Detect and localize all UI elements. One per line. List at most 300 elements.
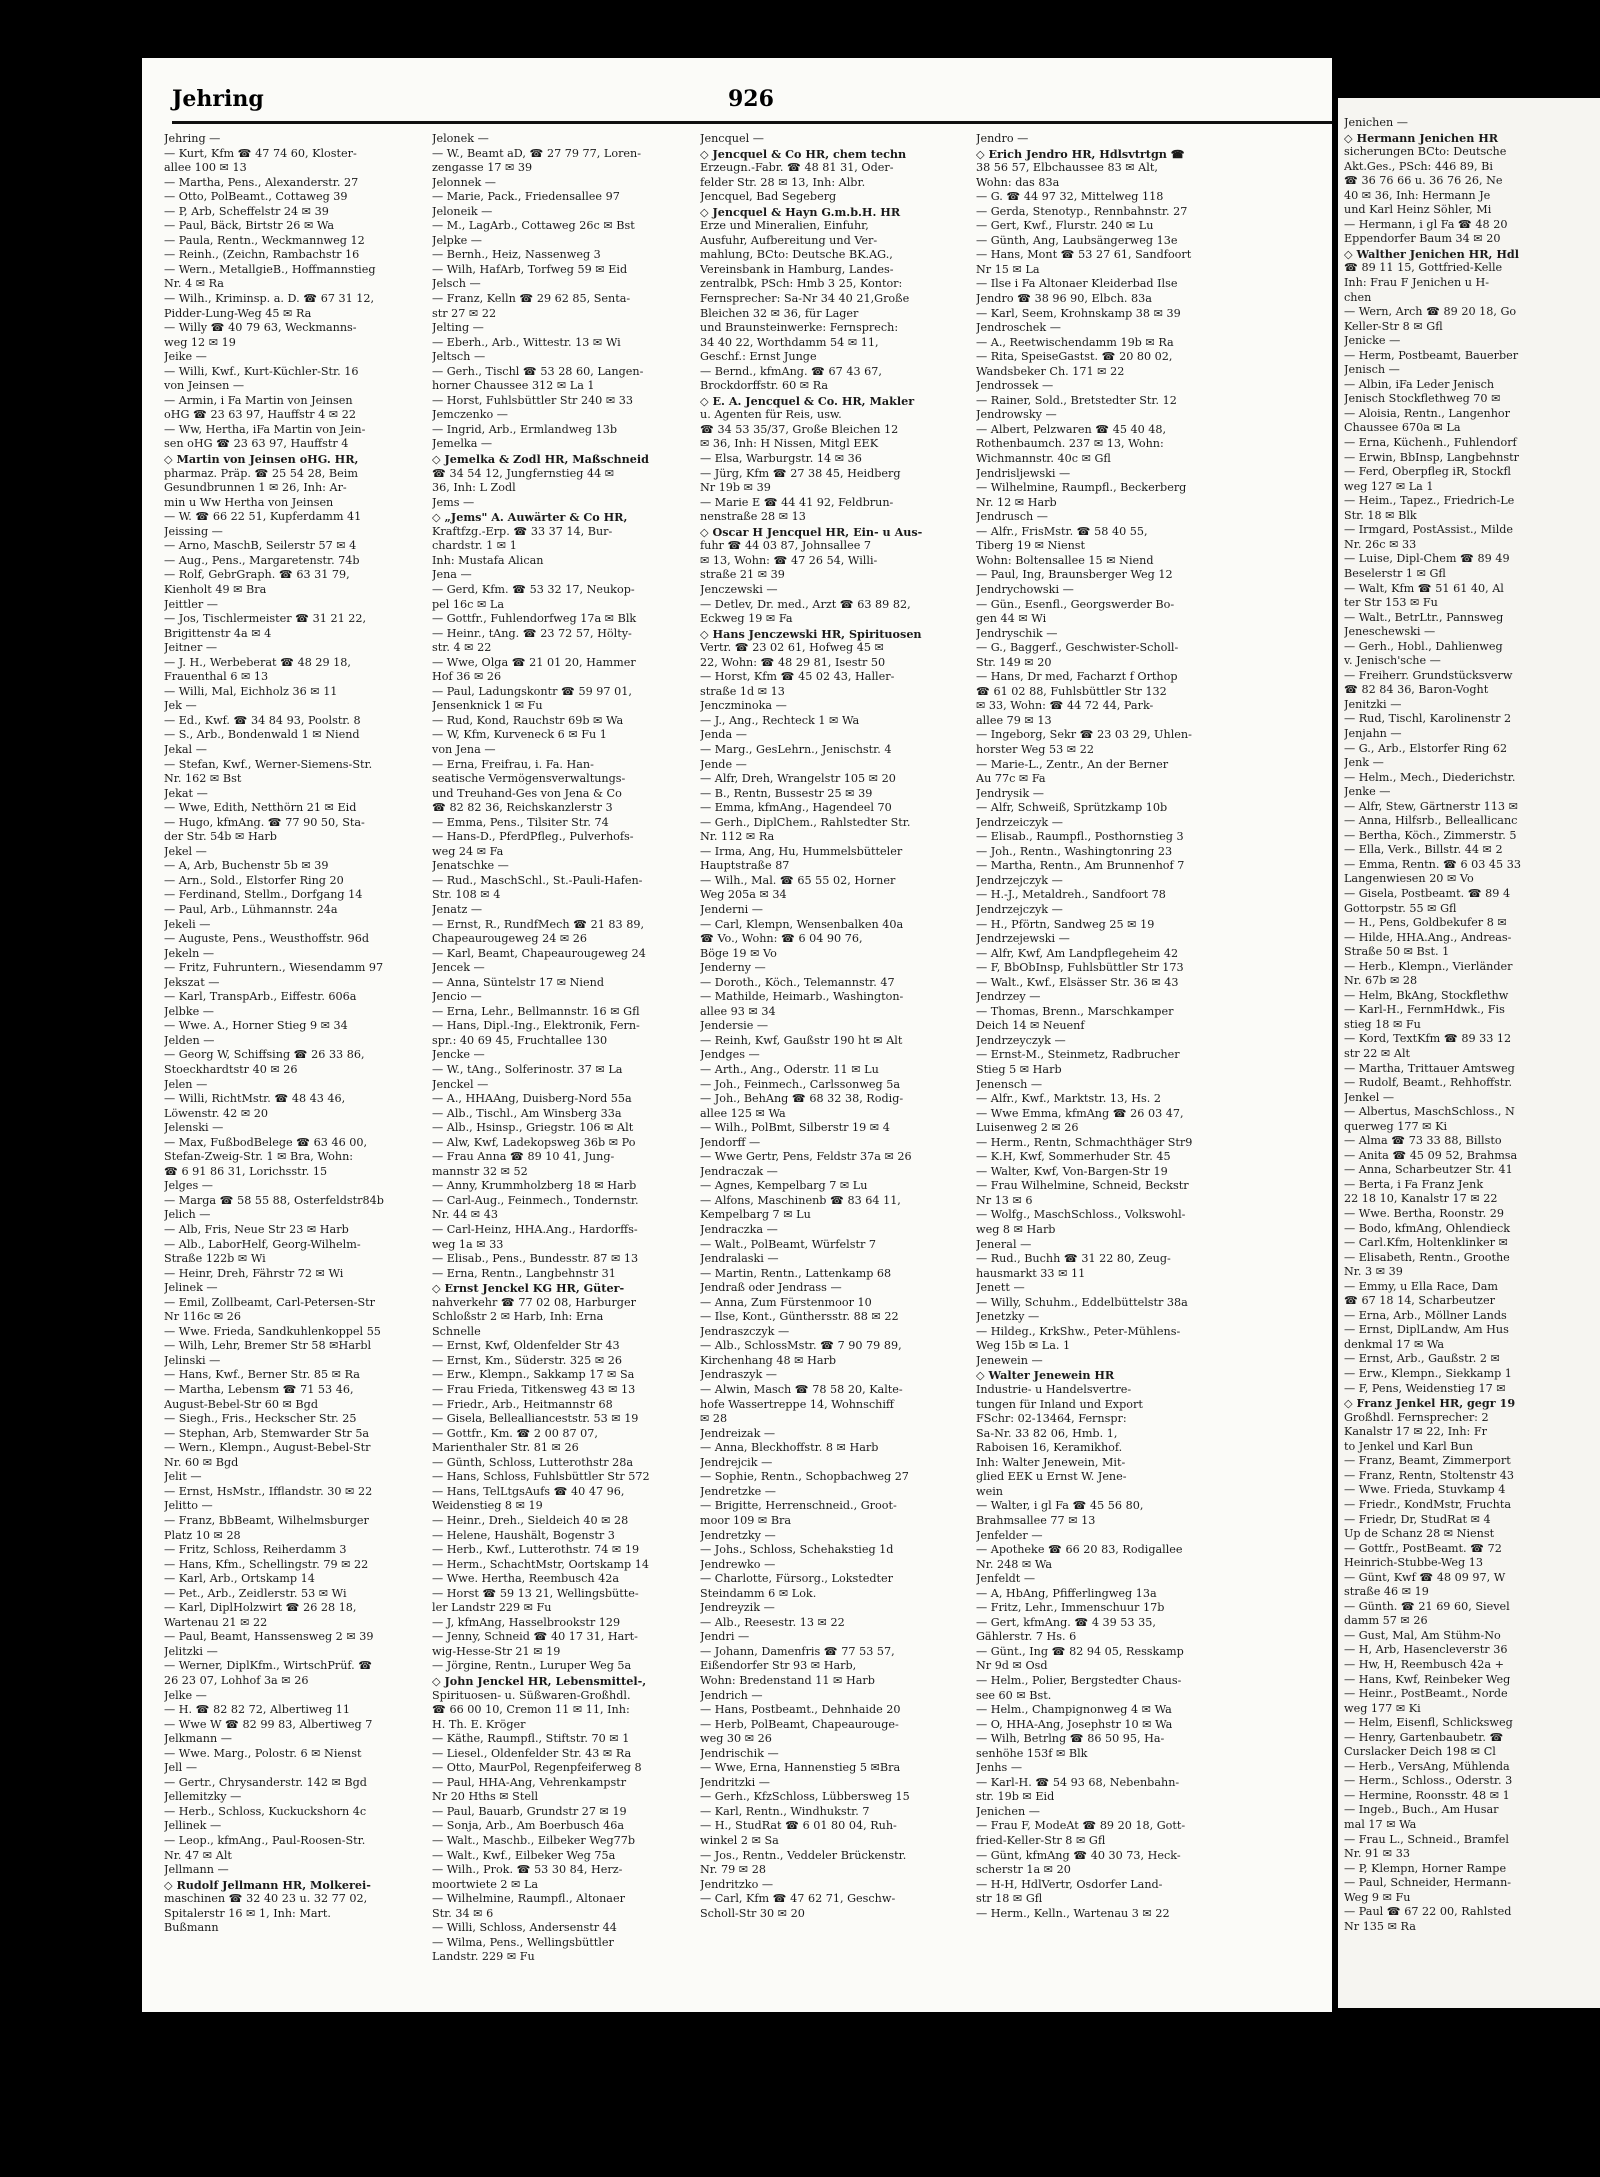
entry-line: — J, kfmAng, Hasselbrookstr 129 [432,1615,621,1629]
entry-line: — Herm., Schloss., Oderstr. 3 [1344,1774,1513,1788]
entry-line: — Alb., SchlossMstr. ☎ 7 90 79 89, [700,1339,902,1353]
entry-line: — Albin, iFa Leder Jenisch [1344,377,1495,391]
entry-line: — W., tAng., Solferinostr. 37 ✉ La [432,1063,623,1076]
entry-line: — Carl-Heinz, HHA.Ang., Hardorffs- [432,1223,638,1237]
entry-line: — Wwe. Frieda, Stuvkamp 4 [1344,1483,1506,1497]
entry-line: — Bernd., kfmAng. ☎ 67 43 67, [700,364,882,378]
entry-line: — Herm., Rentn, Schmachthäger Str9 [976,1135,1193,1149]
entry-line: ◇ Jemelka & Zodl HR, Maßschneid [432,452,649,467]
entry-line: — Walt., PolBeamt, Würfelstr 7 [700,1237,876,1251]
entry-line: — Frau Frieda, Titkensweg 43 ✉ 13 [432,1383,636,1397]
entry-line: ☎ 82 84 36, Baron-Voght [1344,683,1489,697]
entry-line: Jeittler — [164,597,218,611]
entry-line: Str. 34 ✉ 6 [432,1906,494,1920]
entry-line: Nr. 67b ✉ 28 [1344,974,1418,988]
entry-line: Bleichen 32 ✉ 36, für Lager [700,306,859,320]
entry-line: ◇ Rudolf Jellmann HR, Molkerei- [164,1877,371,1892]
entry-line: — Johann, Damenfris ☎ 77 53 57, [700,1644,895,1658]
entry-line: Jendryschik — [976,626,1058,640]
entry-line: spr.: 40 69 45, Fruchtallee 130 [432,1033,608,1047]
entry-line: — Sophie, Rentn., Schopbachweg 27 [700,1470,909,1484]
entry-line: ☎ 61 02 88, Fuhlsbüttler Str 132 [976,684,1167,698]
entry-line: — Erna, Freifrau, i. Fa. Han- [432,757,594,771]
entry-line: — Ella, Verk., Billstr. 44 ✉ 2 [1344,843,1503,857]
entry-line: Nr. 91 ✉ 33 [1344,1847,1410,1861]
entry-line: — P, Klempn, Horner Rampe [1344,1861,1507,1875]
entry-line: — Liesel., Oldenfelder Str. 43 ✉ Ra [432,1746,632,1760]
entry-line: Frauenthal 6 ✉ 13 [164,670,269,684]
entry-line: Nr 19b ✉ 39 [700,481,771,495]
entry-line: — Herb, PolBeamt, Chapeaurouge- [700,1717,899,1731]
entry-line: — Gerh., DiplChem., Rahlstedter Str. [700,815,911,829]
entry-line: Ausfuhr, Aufbereitung und Ver- [700,233,878,247]
entry-line: — Wilh., PolBmt, Silberstr 19 ✉ 4 [700,1121,890,1135]
entry-line: — Käthe, Raumpfl., Stiftstr. 70 ✉ 1 [432,1732,630,1746]
entry-line: Vertr. ☎ 23 02 61, Hofweg 45 ✉ [700,641,884,655]
entry-line: ◇ Oscar H Jencquel HR, Ein- u Aus- [700,524,923,539]
entry-line: Jendraß oder Jendrass — [700,1281,842,1295]
entry-line: Nr 9d ✉ Osd [976,1659,1048,1673]
entry-line: — Albertus, MaschSchloss., N [1344,1105,1515,1119]
entry-line: Au 77c ✉ Fa [976,772,1046,786]
entry-line: — Karl, Beamt, Chapeaurougeweg 24 [432,946,646,960]
entry-line: — Agnes, Kempelbarg 7 ✉ Lu [700,1179,868,1193]
entry-line: — K.H, Kwf, Sommerhuder Str. 45 [976,1150,1171,1164]
entry-line: — W., Beamt aD, ☎ 27 79 77, Loren- [432,146,642,160]
entry-line: — Herm., Kelln., Wartenau 3 ✉ 22 [976,1906,1170,1920]
entry-line: — Alb, Fris, Neue Str 23 ✉ Harb [164,1223,349,1237]
entry-line: — Elsa, Warburgstr. 14 ✉ 36 [700,452,862,466]
entry-line: ler Landstr 229 ✉ Fu [432,1601,552,1615]
entry-line: allee 79 ✉ 13 [976,713,1052,727]
entry-line: ☎ 36 76 66 u. 36 76 26, Ne [1344,174,1503,188]
entry-line: — Walt, Kfm ☎ 51 61 40, Al [1344,581,1504,595]
entry-line: Jendro — [976,132,1029,145]
entry-line: — Arn., Sold., Elstorfer Ring 20 [164,873,344,887]
entry-line: nenstraße 28 ✉ 13 [700,510,806,524]
entry-line: — Hilde, HHA.Ang., Andreas- [1344,930,1512,944]
entry-line: — Hw, H, Reembusch 42a + [1344,1657,1504,1671]
entry-line: weg 12 ✉ 19 [164,335,236,349]
entry-line: Chapeaurougeweg 24 ✉ 26 [432,932,588,946]
entry-line: Wohn: das 83a [976,175,1060,189]
entry-line: — Martha, Pens., Alexanderstr. 27 [164,175,359,189]
entry-line: — Gottfr., PostBeamt. ☎ 72 [1344,1541,1502,1555]
entry-line: Nr. 12 ✉ Harb [976,495,1057,509]
entry-line: — Sonja, Arb., Am Boerbusch 46a [432,1819,625,1833]
entry-line: weg 1a ✉ 33 [432,1237,504,1251]
entry-line: — Armin, i Fa Martin von Jeinsen [164,393,353,407]
entry-line: — Alw, Kwf, Ladekopsweg 36b ✉ Po [432,1135,636,1149]
entry-line: Jekal — [164,742,207,756]
entry-line: — Jenny, Schneid ☎ 40 17 31, Hart- [432,1630,638,1644]
entry-line: — Kurt, Kfm ☎ 47 74 60, Kloster- [164,146,357,160]
entry-line: Wartenau 21 ✉ 22 [164,1615,268,1629]
entry-line: — Fritz, Lehr., Immenschuur 17b [976,1601,1165,1615]
entry-line: — Alwin, Masch ☎ 78 58 20, Kalte- [700,1383,903,1397]
entry-line: allee 93 ✉ 34 [700,1004,776,1018]
entry-line: — W, Kfm, Kurveneck 6 ✉ Fu 1 [432,728,607,742]
entry-line: — Willy ☎ 40 79 63, Weckmanns- [164,321,357,335]
entry-line: — Fritz, Schloss, Reiherdamm 3 [164,1543,347,1557]
entry-line: to Jenkel und Karl Bun [1344,1439,1473,1453]
entry-line: Jensenknick 1 ✉ Fu [432,699,543,713]
entry-line: Jek — [164,699,197,713]
entry-line: Jeitner — [164,641,218,655]
entry-line: — Erna, Rentn., Langbehnstr 31 [432,1266,616,1280]
entry-line: — Wilma, Pens., Wellingsbüttler [432,1935,614,1949]
entry-line: — Ingeb., Buch., Am Husar [1344,1803,1499,1817]
entry-line: — Heinr., tAng. ☎ 23 72 57, Hölty- [432,626,632,640]
entry-line: Jendersie — [700,1019,769,1033]
entry-line: Luisenweg 2 ✉ 26 [976,1121,1079,1135]
entry-line: Erzeugn.-Fabr. ☎ 48 81 31, Oder- [700,161,894,175]
entry-line: — Helm, BkAng, Stockflethw [1344,988,1509,1002]
entry-line: — H, Arb, Hasencleverstr 36 [1344,1643,1508,1657]
header-rule [172,121,1332,124]
entry-line: Jendges — [700,1048,760,1062]
entry-line: — Otto, MaurPol, Regenpfeiferweg 8 [432,1761,642,1775]
entry-line: Jenicke — [1344,334,1401,348]
entry-line: weg 177 ✉ Ki [1344,1701,1421,1715]
entry-line: Straße 122b ✉ Wi [164,1252,266,1266]
entry-line: Weg 9 ✉ Fu [1344,1890,1411,1904]
entry-line: Platz 10 ✉ 28 [164,1528,241,1542]
entry-line: Jelkmann — [164,1732,232,1746]
entry-line: Nr. 3 ✉ 39 [1344,1265,1403,1279]
directory-page [142,58,1332,2012]
entry-line: — G. ☎ 44 97 32, Mittelweg 118 [976,190,1164,204]
entry-line: ◇ Hans Jenczewski HR, Spirituosen [700,626,922,641]
entry-line: Jekel — [164,844,207,858]
entry-line: — M., LagArb., Cottaweg 26c ✉ Bst [432,219,635,233]
entry-line: — Max, FußbodBelege ☎ 63 46 00, [164,1135,368,1149]
entry-line: Jenichen — [976,1804,1040,1818]
entry-line: Jenisch Stockflethweg 70 ✉ [1344,392,1501,406]
entry-line: Tiberg 19 ✉ Nienst [976,539,1086,553]
entry-line: Jenderni — [700,902,763,916]
entry-line: Jencquel, Bad Segeberg [700,190,837,204]
entry-line: hausmarkt 33 ✉ 11 [976,1266,1086,1280]
entry-line: — Eberh., Arb., Wittestr. 13 ✉ Wi [432,335,621,349]
entry-line: — Hermann, i gl Fa ☎ 48 20 [1344,217,1508,231]
entry-line: Nr 135 ✉ Ra [1344,1919,1416,1933]
entry-line: — Franz, Rentn, Stoltenstr 43 [1344,1468,1514,1482]
entry-line: Weidenstieg 8 ✉ 19 [432,1499,543,1513]
entry-line: — Willy, Schuhm., Eddelbüttelstr 38a [976,1295,1188,1309]
entry-line: Jell — [164,1761,198,1775]
entry-line: — Frau F, ModeAt ☎ 89 20 18, Gott- [976,1819,1186,1833]
entry-line: — Wwe, Edith, Netthörn 21 ✉ Eid [164,801,357,815]
entry-line: Jeneschewski — [1344,625,1436,639]
entry-line: Gesundbrunnen 1 ✉ 26, Inh: Ar- [164,481,347,495]
entry-line: Jelitto — [164,1499,213,1513]
entry-line: Jenke — [1344,785,1391,799]
entry-line: hofe Wassertreppe 14, Wohnschiff [700,1397,894,1411]
entry-line: Löwenstr. 42 ✉ 20 [164,1106,268,1120]
entry-line: Böge 19 ✉ Vo [700,946,777,960]
entry-line: allee 125 ✉ Wa [700,1106,786,1120]
entry-line: — Ernst, Km., Süderstr. 325 ✉ 26 [432,1353,622,1367]
entry-line: Jellemitzky — [164,1790,242,1804]
entry-line: ◇ Walter Jenewein HR [976,1368,1115,1383]
entry-line: ◇ John Jenckel HR, Lebensmittel-, [432,1673,647,1688]
entry-line: fried-Keller-Str 8 ✉ Gfl [976,1833,1106,1847]
entry-line: — Carl.Kfm, Holtenklinker ✉ [1344,1236,1508,1250]
entry-line: — Herm., SchachtMstr, Oortskamp 14 [432,1557,649,1571]
entry-line: Jenk — [1344,756,1384,770]
entry-line: zentralbk, PSch: Hmb 3 25, Kontor: [700,277,903,291]
entry-line: Jelich — [164,1208,211,1222]
entry-line: — Gerda, Stenotyp., Rennbahnstr. 27 [976,204,1188,218]
entry-line: — Anny, Krummholzberg 18 ✉ Harb [432,1179,637,1193]
entry-line: — Karl-H. ☎ 54 93 68, Nebenbahn- [976,1775,1180,1789]
entry-line: — Erwin, BbInsp, Langbehnstr [1344,450,1519,464]
entry-line: — Franz, BbBeamt, Wilhelmsburger [164,1513,369,1527]
entry-line: chardstr. 1 ✉ 1 [432,539,517,553]
entry-line: Jende — [700,757,747,771]
entry-line: — Gert, Kwf., Flurstr. 240 ✉ Lu [976,219,1154,233]
entry-line: ☎ 89 11 15, Gottfried-Kelle [1344,261,1503,275]
entry-line: Stieg 5 ✉ Harb [976,1063,1062,1076]
entry-line: Jendrossek — [976,379,1054,393]
entry-line: — Henry, Gartenbaubetr. ☎ [1344,1730,1504,1744]
entry-line: Jeloneik — [432,204,493,218]
entry-line: — Gottfr., Fuhlendorfweg 17a ✉ Blk [432,612,637,626]
entry-line: Schloßstr 2 ✉ Harb, Inh: Erna [432,1310,604,1324]
entry-line: — Carl, Klempn, Wensenbalken 40a [700,917,904,931]
entry-line: — O, HHA-Ang, Josephstr 10 ✉ Wa [976,1717,1173,1731]
entry-line: wig-Hesse-Str 21 ✉ 19 [432,1644,561,1658]
entry-line: 22, Wohn: ☎ 48 29 81, Isestr 50 [700,655,886,669]
entry-line: Jendrzejczyk — [976,873,1063,887]
entry-line: 34 40 22, Worthdamm 54 ✉ 11, [700,335,879,349]
entry-line: Jenisch — [1344,363,1400,377]
entry-line: — Herb., Klempn., Vierländer [1344,959,1513,973]
entry-line: — Ernst-M., Steinmetz, Radbrucher [976,1048,1180,1062]
entry-line: Jendreyzik — [700,1601,775,1615]
entry-line: Jelonnek — [432,175,496,189]
entry-line: ☎ Vo., Wohn: ☎ 6 04 90 76, [700,932,863,946]
entry-line: Jenett — [976,1281,1025,1295]
entry-line: — Herb., VersAng, Mühlenda [1344,1759,1510,1773]
column-1 [164,132,418,1936]
entry-line: — Kord, TextKfm ☎ 89 33 12 [1344,1032,1512,1046]
entry-line: Großhdl. Fernsprecher: 2 [1344,1410,1489,1424]
entry-line: — A, HbAng, Pfifferlingweg 13a [976,1586,1157,1600]
entry-line: winkel 2 ✉ Sa [700,1833,779,1847]
entry-line: — F, Pens, Weidenstieg 17 ✉ [1344,1381,1506,1395]
entry-line: — H. ☎ 82 82 72, Albertiweg 11 [164,1703,351,1717]
entry-line: — Karl, Seem, Krohnskamp 38 ✉ 39 [976,306,1181,320]
entry-line: — Wwe, Olga ☎ 21 01 20, Hammer [432,655,636,669]
entry-line: — Gust, Mal, Am Stühm-No [1344,1628,1501,1642]
entry-line: ✉ 13, Wohn: ☎ 47 26 54, Willi- [700,553,878,567]
entry-line: Nr 20 Hths ✉ Stell [432,1790,539,1804]
entry-line: Landstr. 229 ✉ Fu [432,1950,535,1964]
entry-line: horner Chaussee 312 ✉ La 1 [432,379,595,393]
entry-line: — Emma, kfmAng., Hagendeel 70 [700,801,892,815]
entry-line: querweg 177 ✉ Ki [1344,1119,1448,1133]
entry-line: — Martin, Rentn., Lattenkamp 68 [700,1266,892,1280]
entry-line: — Jos., Rentn., Veddeler Brückenstr. [700,1848,907,1862]
entry-line: — Anita ☎ 45 09 52, Brahmsa [1344,1148,1518,1162]
facing-page-fragment [1338,98,1600,2008]
entry-line: — Ilse, Kont., Günthersstr. 88 ✉ 22 [700,1310,899,1324]
entry-line: Pidder-Lung-Weg 45 ✉ Ra [164,306,312,320]
entry-line: str. 19b ✉ Eid [976,1790,1055,1804]
entry-line: — Gertr., Chrysanderstr. 142 ✉ Bgd [164,1775,367,1789]
entry-line: — Otto, PolBeamt., Cottaweg 39 [164,190,348,204]
entry-line: — Paul ☎ 67 22 00, Rahlsted [1344,1905,1512,1919]
entry-line: Jencek — [432,961,485,975]
entry-line: — F, BbObInsp, Fuhlsbüttler Str 173 [976,961,1184,975]
entry-line: Brahmsallee 77 ✉ 13 [976,1513,1096,1527]
entry-line: Jendrzejewski — [976,932,1070,946]
entry-line: Jemelka — [432,437,493,451]
entry-line: — Gerh., Hobl., Dahlienweg [1344,639,1503,653]
entry-line: str 18 ✉ Gfl [976,1892,1043,1906]
entry-line: stieg 18 ✉ Fu [1344,1017,1421,1031]
entry-line: — Bertha, Köch., Zimmerstr. 5 [1344,828,1517,842]
entry-line: — H., Pförtn, Sandweg 25 ✉ 19 [976,917,1155,931]
entry-line: ◇ Ernst Jenckel KG HR, Güter- [432,1281,625,1296]
entry-line: von Jena — [432,742,496,756]
entry-line: Jelke — [164,1688,207,1702]
entry-line: — Brigitte, Herrenschneid., Groot- [700,1499,897,1513]
entry-line: Inh: Walter Jenewein, Mit- [976,1455,1126,1469]
entry-line: ✉ 36, Inh: H Nissen, Mitgl EEK [700,437,879,451]
entry-line: — Wern., Klempn., August-Bebel-Str [164,1441,371,1455]
entry-line: Jemczenko — [432,408,508,422]
entry-line: — Wolfg., MaschSchloss., Volkswohl- [976,1208,1186,1222]
entry-line: Jendrzeyczyk — [976,1033,1066,1047]
entry-line: Nr. 79 ✉ 28 [700,1863,766,1877]
entry-line: — Pet., Arb., Zeidlerstr. 53 ✉ Wi [164,1586,347,1600]
entry-line: ◇ Jencquel & Co HR, chem techn [700,146,907,161]
entry-line: Jenczminoka — [700,699,787,713]
entry-line: str. 4 ✉ 22 [432,641,492,655]
entry-line: weg 8 ✉ Harb [976,1223,1056,1237]
entry-line: — Karl, DiplHolzwirt ☎ 26 28 18, [164,1601,357,1615]
entry-line: — Wilh, Betrlng ☎ 86 50 95, Ha- [976,1732,1165,1746]
entry-line: — Paula, Rentn., Weckmannweg 12 [164,233,365,247]
entry-line: — Erw., Klempn., Siekkamp 1 [1344,1367,1512,1381]
entry-line: — Wilhelmine, Raumpfl., Beckerberg [976,481,1187,495]
entry-line: Scholl-Str 30 ✉ 20 [700,1906,805,1920]
entry-line: Nr. 26c ✉ 33 [1344,537,1417,551]
entry-line: — J. H., Werbeberat ☎ 48 29 18, [164,655,351,669]
entry-line: Jenjahn — [1344,726,1402,740]
entry-line: und Treuhand-Ges von Jena & Co [432,786,622,800]
entry-line: Stoeckhardtstr 40 ✉ 26 [164,1063,298,1076]
entry-line: — W. ☎ 66 22 51, Kupferdamm 41 [164,510,362,524]
entry-line: — Rolf, GebrGraph. ☎ 63 31 79, [164,568,350,582]
entry-line: — Hans, Dipl.-Ing., Elektronik, Fern- [432,1019,640,1033]
entry-line: — Willi, RichtMstr. ☎ 48 43 46, [164,1092,346,1106]
entry-line: — Anna, Süntelstr 17 ✉ Niend [432,975,605,989]
entry-line: Jendrowsky — [976,408,1057,422]
entry-line: Jenatschke — [432,859,509,873]
entry-line: Chaussee 670a ✉ La [1344,421,1461,435]
entry-line: — H., Pens, Goldbekufer 8 ✉ [1344,916,1507,930]
entry-line: gen 44 ✉ Wi [976,612,1047,626]
entry-line: Jendritzko — [700,1877,774,1891]
entry-line: Nr 116c ✉ 26 [164,1310,242,1324]
entry-line: — Carl, Kfm ☎ 47 62 71, Geschw- [700,1892,896,1906]
entry-line: — Heinr, Dreh, Fährstr 72 ✉ Wi [164,1266,344,1280]
entry-line: — Georg W, Schiffsing ☎ 26 33 86, [164,1048,365,1062]
entry-line: Schnelle [432,1324,481,1338]
entry-line: — Marie, Pack., Friedensallee 97 [432,190,620,204]
entry-line: Jenczewski — [700,582,778,596]
entry-line: Jelbke — [164,1004,214,1018]
entry-line: ◇ Jencquel & Hayn G.m.b.H. HR [700,204,901,219]
entry-line: — Detlev, Dr. med., Arzt ☎ 63 89 82, [700,597,911,611]
entry-line: Jendrusch — [976,510,1048,524]
entry-line: — Emma, Rentn. ☎ 6 03 45 33 [1344,857,1521,871]
entry-line: — Günt, kfmAng ☎ 40 30 73, Heck- [976,1848,1181,1862]
entry-line: — Wwe W ☎ 82 99 83, Albertiweg 7 [164,1717,373,1731]
entry-line: Jendrychowski — [976,582,1074,596]
entry-line: horster Weg 53 ✉ 22 [976,742,1094,756]
entry-line: Jendralaski — [700,1252,779,1266]
entry-line: — A., HHAAng, Duisberg-Nord 55a [432,1092,632,1106]
entry-line: — Charlotte, Fürsorg., Lokstedter [700,1572,893,1586]
entry-line: — Friedr., KondMstr, Fruchta [1344,1497,1512,1511]
entry-line: — Anna, Scharbeutzer Str. 41 [1344,1163,1513,1177]
entry-line: straße 21 ✉ 39 [700,568,785,582]
entry-line: — Ingrid, Arb., Ermlandweg 13b [432,422,618,436]
entry-line: — Martha, Lebensm ☎ 71 53 46, [164,1383,354,1397]
entry-line: Bußmann [164,1921,219,1935]
entry-line: ✉ 33, Wohn: ☎ 44 72 44, Park- [976,699,1154,713]
entry-line: — Wilh, HafArb, Torfweg 59 ✉ Eid [432,262,628,276]
entry-line: — Irmgard, PostAssist., Milde [1344,523,1514,537]
entry-line: — Alb., Tischl., Am Winsberg 33a [432,1106,622,1120]
entry-line: Jelinski — [164,1353,221,1367]
entry-line: von Jeinsen — [164,379,245,393]
entry-line: mal 17 ✉ Wa [1344,1817,1417,1831]
entry-line: Gählerstr. 7 Hs. 6 [976,1630,1077,1644]
entry-line: Nr. 162 ✉ Bst [164,772,242,786]
entry-line: — Franz, Kelln ☎ 29 62 85, Senta- [432,292,631,306]
entry-line: — Wwe Emma, kfmAng ☎ 26 03 47, [976,1106,1184,1120]
entry-line: — Paul, Bauarb, Grundstr 27 ✉ 19 [432,1804,627,1818]
column-2 [432,132,686,1965]
entry-line: — Hans, Dr med, Facharzt f Orthop [976,670,1178,684]
entry-line: Str. 149 ✉ 20 [976,655,1052,669]
entry-line: Jendretzke — [700,1484,776,1498]
entry-line: — Franz, Beamt, Zimmerport [1344,1454,1511,1468]
entry-line: Industrie- u Handelsvertre- [976,1383,1132,1397]
entry-line: Jelting — [432,321,484,335]
entry-line: tungen für Inland und Export [976,1397,1143,1411]
entry-line: Jendraszyk — [700,1368,777,1382]
entry-line: — Joh., Rentn., Washingtonring 23 [976,844,1173,858]
entry-line: Jendorff — [700,1135,761,1149]
entry-line: — Günt, Kwf ☎ 48 09 97, W [1344,1570,1506,1584]
entry-line: Curslacker Deich 198 ✉ Cl [1344,1745,1496,1759]
entry-line: Jenitzki — [1344,697,1402,711]
entry-line: nahverkehr ☎ 77 02 08, Harburger [432,1295,636,1309]
entry-line: — Günth, Schloss, Lutterothstr 28a [432,1455,634,1469]
entry-line: ◇ E. A. Jencquel & Co. HR, Makler [700,393,915,408]
entry-line: — Hugo, kfmAng. ☎ 77 90 50, Sta- [164,815,365,829]
entry-line: — Walt., Maschb., Eilbeker Weg77b [432,1833,636,1847]
entry-line: Langenwiesen 20 ✉ Vo [1344,872,1474,886]
entry-line: — Herb., Kwf., Lutterothstr. 74 ✉ 19 [432,1543,640,1557]
